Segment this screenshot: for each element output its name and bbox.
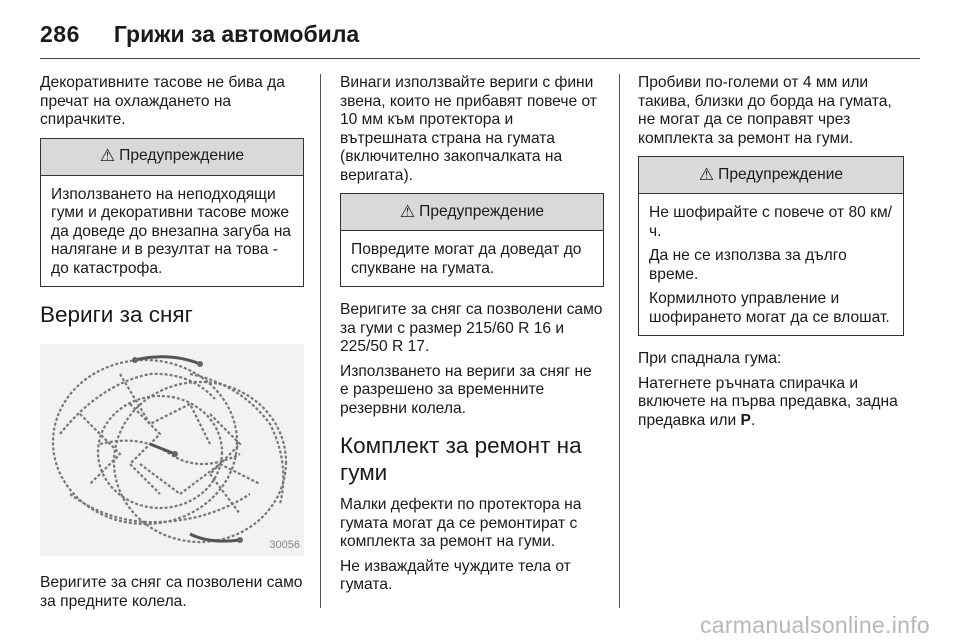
warning-box <box>40 138 304 288</box>
watermark: carmanualsonline.info <box>699 612 930 638</box>
foreign-object-paragraph: Не изваждайте чуждите тела от гумата. <box>340 557 571 593</box>
park-gear-letter: P <box>740 411 751 429</box>
intro-paragraph: Декоративните тасове не бива да пречат на охлаждането на спирачките. <box>40 74 285 128</box>
section-heading-repair-kit: Комплект за ремонт на гуми <box>340 433 582 485</box>
column-divider <box>320 74 321 608</box>
warning-title: Предупреждение <box>718 165 844 183</box>
section-heading-snow-chains: Вериги за сняг <box>40 302 193 327</box>
warning-body <box>341 231 603 286</box>
chain-usage-paragraph: Винаги използвайте вериги с фини звена, които не прибавят повече от 10 мм към протектора и вътрешната страна на гумата (включително закопчалката на веригата). <box>340 74 597 184</box>
page-number: 286 <box>40 20 80 47</box>
repair-kit-paragraph: Малки дефекти по протектора на гумата могат да се ремонтират с комплекта за ремонт на гуми. <box>340 496 582 550</box>
handbrake-paragraph <box>638 375 904 431</box>
warning-line-steering: Кормилното управление и шофирането могат да се влошат. <box>649 290 890 326</box>
warning-line-duration: Да не се използва за дълго време. <box>649 247 847 283</box>
tire-size-paragraph: Веригите за сняг са позволени само за гуми с размер 215/60 R 16 и 225/50 R 17. <box>340 301 603 355</box>
warning-triangle-icon: ⚠ <box>698 164 715 184</box>
warning-text: Повредите могат да доведат до спукване на гумата. <box>351 241 582 277</box>
warning-body <box>41 176 303 287</box>
column-3 <box>638 74 904 436</box>
warning-box <box>638 156 904 336</box>
warning-header <box>639 157 903 194</box>
warning-title: Предупреждение <box>119 147 245 165</box>
running-title: Грижи за автомобила <box>113 20 360 47</box>
warning-text: Използването на неподходящи гуми и декоративни тасове може да доведе до внезапна загуба на налягане и в резултат на това - до катастрофа. <box>51 185 291 277</box>
warning-line-speed: Не шофирайте с повече от 80 км/ч. <box>649 204 893 240</box>
spare-wheel-paragraph: Използването на вериги за сняг не е разрешено за временните резервни колела. <box>340 362 592 417</box>
handbrake-text: Натегнете ръчната спирачка и включете на първа предавка, задна предавка или <box>638 374 898 429</box>
warning-header <box>341 194 603 231</box>
flat-tire-paragraph: При спаднала гума: <box>638 350 782 367</box>
warning-header <box>41 139 303 176</box>
warning-triangle-icon: ⚠ <box>99 146 116 166</box>
puncture-limit-paragraph: Пробиви по-големи от 4 мм или такива, близки до борда на гумата, не могат да се поправят чрез комплекта за ремонт на гуми. <box>638 74 892 147</box>
page-header <box>40 12 920 56</box>
column-1 <box>40 74 304 617</box>
warning-box <box>340 193 604 287</box>
snow-chain-illustration <box>40 344 304 556</box>
warning-title: Предупреждение <box>419 202 545 220</box>
figure-number: 30056 <box>269 538 300 551</box>
warning-body <box>639 194 903 335</box>
header-divider <box>40 58 920 59</box>
column-divider <box>619 74 620 608</box>
warning-triangle-icon: ⚠ <box>399 201 416 221</box>
handbrake-end: . <box>750 411 756 429</box>
figure-caption: Веригите за сняг са позволени само за предните колела. <box>40 574 303 610</box>
snow-chain-drawing <box>40 344 304 556</box>
column-2 <box>340 74 604 601</box>
